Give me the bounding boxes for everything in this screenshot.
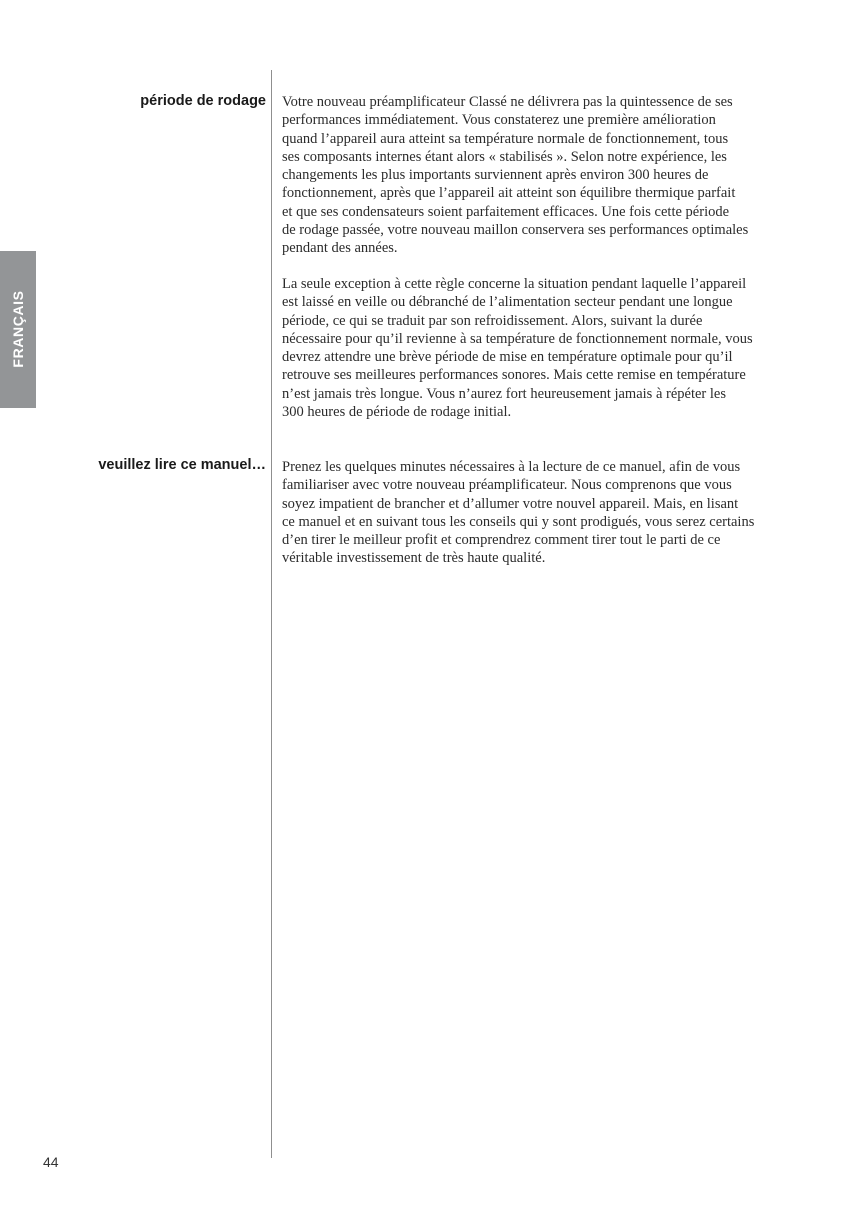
text-line: Votre nouveau préamplificateur Classé ne délivrera pas la quintessence de ses: [282, 94, 733, 110]
text-line: ce manuel et en suivant tous les conseils qui y sont prodigués, vous serez certains: [282, 513, 755, 530]
text-line: nécessaire pour qu’il revienne à sa température de fonctionnement normale, vous: [282, 330, 753, 347]
text-line: ses composants internes étant alors « stabilisés ». Selon notre expérience, les: [282, 148, 727, 165]
text-line: soyez impatient de brancher et d’allumer votre nouvel appareil. Mais, en lisant: [282, 495, 739, 512]
text-line: 300 heures de période de rodage initial.: [282, 404, 512, 421]
text-line: Prenez les quelques minutes nécessaires à la lecture de ce manuel, afin de vous: [282, 459, 741, 475]
text-line: véritable investissement de très haute qualité.: [282, 550, 546, 567]
text-line: quand l’appareil aura atteint sa température normale de fonctionnement, tous: [282, 130, 729, 147]
section-heading-break-in: période de rodage: [140, 93, 266, 109]
text-line: est laissé en veille ou débranché de l’alimentation secteur pendant une longue: [282, 294, 733, 311]
text-line: changements les plus importants surviennent après environ 300 heures de: [282, 167, 709, 184]
text-line: La seule exception à cette règle concerne la situation pendant laquelle l’appareil: [282, 276, 747, 292]
language-tab-label: FRANÇAIS: [10, 290, 26, 368]
break-in-paragraph-2: [282, 275, 787, 421]
text-line: devrez attendre une brève période de mise en température optimale pour qu’il: [282, 349, 733, 366]
page-number: 44: [43, 1154, 59, 1170]
text-line: n’est jamais très longue. Vous n’aurez fort heureusement jamais à répéter les: [282, 385, 726, 402]
text-line: d’en tirer le meilleur profit et comprendrez comment tirer tout le parti de ce: [282, 532, 721, 549]
text-line: période, ce qui se traduit par son refroidissement. Alors, suivant la durée: [282, 312, 703, 329]
read-manual-paragraph: [282, 458, 787, 568]
language-tab: [0, 251, 36, 408]
text-line: fonctionnement, après que l’appareil ait atteint son équilibre thermique parfait: [282, 185, 736, 202]
text-line: familiariser avec votre nouveau préamplificateur. Nous comprenons que vous: [282, 477, 732, 494]
text-line: performances immédiatement. Vous constaterez une première amélioration: [282, 112, 716, 129]
column-divider: [271, 70, 272, 1158]
text-line: retrouve ses meilleures performances sonores. Mais cette remise en température: [282, 367, 746, 384]
section-heading-read-manual: veuillez lire ce manuel…: [98, 457, 266, 473]
text-line: de rodage passée, votre nouveau maillon conservera ses performances optimales: [282, 222, 749, 239]
text-line: et que ses condensateurs soient parfaitement efficaces. Une fois cette période: [282, 203, 730, 220]
text-line: pendant des années.: [282, 240, 398, 257]
break-in-paragraph-1: [282, 93, 787, 258]
